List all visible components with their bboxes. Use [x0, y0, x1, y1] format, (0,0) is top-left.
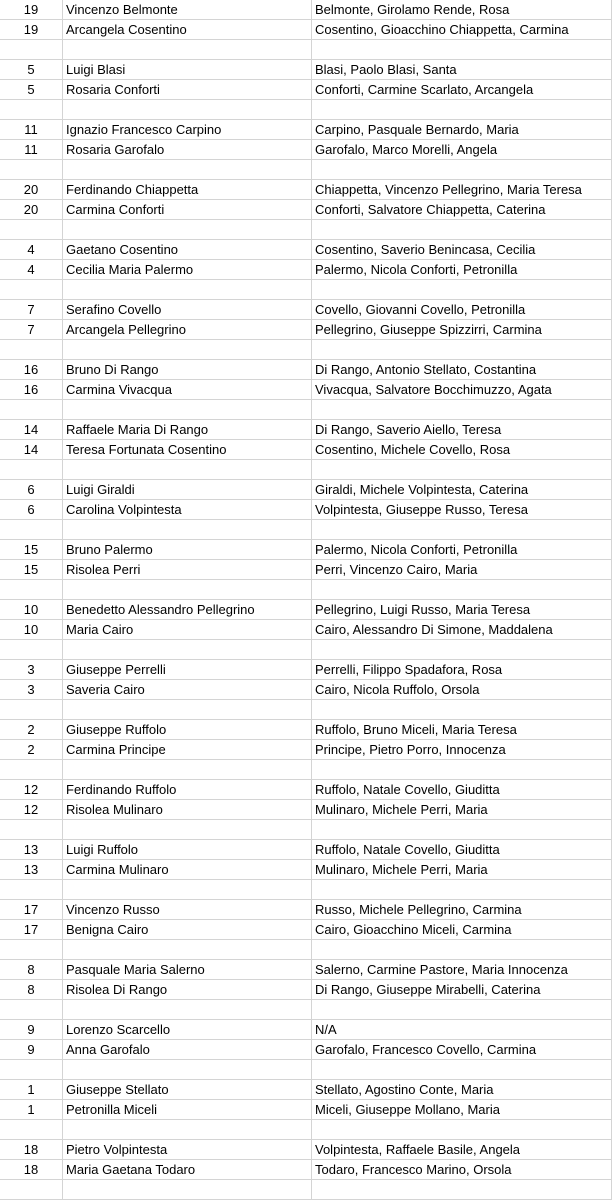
cell-number[interactable]: 16	[0, 360, 63, 379]
spacer-row[interactable]	[0, 520, 612, 540]
cell-parents[interactable]	[312, 220, 612, 239]
cell-parents[interactable]: Di Rango, Giuseppe Mirabelli, Caterina	[312, 980, 612, 999]
cell-name[interactable]: Maria Gaetana Todaro	[63, 1160, 312, 1179]
cell-parents[interactable]: Todaro, Francesco Marino, Orsola	[312, 1160, 612, 1179]
cell-number[interactable]: 18	[0, 1140, 63, 1159]
table-row[interactable]	[0, 0, 612, 20]
table-row[interactable]	[0, 600, 612, 620]
table-row[interactable]	[0, 380, 612, 400]
cell-name[interactable]: Giuseppe Ruffolo	[63, 720, 312, 739]
cell-name[interactable]: Carmina Principe	[63, 740, 312, 759]
cell-number[interactable]: 7	[0, 320, 63, 339]
table-row[interactable]	[0, 960, 612, 980]
cell-parents[interactable]: Cairo, Alessandro Di Simone, Maddalena	[312, 620, 612, 639]
cell-name[interactable]: Saveria Cairo	[63, 680, 312, 699]
cell-name[interactable]: Maria Cairo	[63, 620, 312, 639]
cell-number[interactable]	[0, 1060, 63, 1079]
table-row[interactable]	[0, 980, 612, 1000]
cell-number[interactable]: 19	[0, 0, 63, 19]
cell-name[interactable]: Ferdinando Chiappetta	[63, 180, 312, 199]
table-row[interactable]	[0, 720, 612, 740]
cell-name[interactable]	[63, 160, 312, 179]
cell-name[interactable]: Serafino Covello	[63, 300, 312, 319]
cell-number[interactable]: 14	[0, 420, 63, 439]
table-row[interactable]	[0, 500, 612, 520]
cell-parents[interactable]: Volpintesta, Raffaele Basile, Angela	[312, 1140, 612, 1159]
cell-name[interactable]	[63, 40, 312, 59]
cell-name[interactable]	[63, 1000, 312, 1019]
spacer-row[interactable]	[0, 940, 612, 960]
cell-parents[interactable]: Di Rango, Antonio Stellato, Costantina	[312, 360, 612, 379]
cell-number[interactable]	[0, 820, 63, 839]
cell-name[interactable]: Giuseppe Stellato	[63, 1080, 312, 1099]
cell-number[interactable]: 5	[0, 80, 63, 99]
spacer-row[interactable]	[0, 580, 612, 600]
cell-number[interactable]: 19	[0, 20, 63, 39]
cell-parents[interactable]: Covello, Giovanni Covello, Petronilla	[312, 300, 612, 319]
cell-name[interactable]	[63, 1180, 312, 1199]
cell-parents[interactable]	[312, 640, 612, 659]
cell-number[interactable]: 16	[0, 380, 63, 399]
cell-name[interactable]: Risolea Di Rango	[63, 980, 312, 999]
cell-name[interactable]	[63, 940, 312, 959]
spacer-row[interactable]	[0, 640, 612, 660]
cell-parents[interactable]	[312, 100, 612, 119]
cell-parents[interactable]	[312, 880, 612, 899]
table-row[interactable]	[0, 420, 612, 440]
cell-number[interactable]	[0, 760, 63, 779]
cell-number[interactable]: 13	[0, 860, 63, 879]
table-row[interactable]	[0, 1100, 612, 1120]
cell-name[interactable]: Rosaria Conforti	[63, 80, 312, 99]
cell-parents[interactable]: Palermo, Nicola Conforti, Petronilla	[312, 260, 612, 279]
cell-parents[interactable]: Chiappetta, Vincenzo Pellegrino, Maria Teresa	[312, 180, 612, 199]
cell-parents[interactable]: Mulinaro, Michele Perri, Maria	[312, 860, 612, 879]
cell-number[interactable]: 6	[0, 480, 63, 499]
cell-name[interactable]: Giuseppe Perrelli	[63, 660, 312, 679]
cell-number[interactable]	[0, 520, 63, 539]
cell-number[interactable]	[0, 280, 63, 299]
cell-parents[interactable]	[312, 280, 612, 299]
spacer-row[interactable]	[0, 820, 612, 840]
cell-number[interactable]	[0, 1000, 63, 1019]
table-row[interactable]	[0, 120, 612, 140]
cell-name[interactable]: Luigi Giraldi	[63, 480, 312, 499]
cell-parents[interactable]: Garofalo, Marco Morelli, Angela	[312, 140, 612, 159]
spacer-row[interactable]	[0, 400, 612, 420]
cell-parents[interactable]	[312, 520, 612, 539]
cell-name[interactable]: Carmina Vivacqua	[63, 380, 312, 399]
table-row[interactable]	[0, 200, 612, 220]
cell-number[interactable]: 3	[0, 680, 63, 699]
table-row[interactable]	[0, 560, 612, 580]
spacer-row[interactable]	[0, 1000, 612, 1020]
cell-name[interactable]: Risolea Perri	[63, 560, 312, 579]
cell-name[interactable]	[63, 100, 312, 119]
cell-number[interactable]: 1	[0, 1100, 63, 1119]
table-row[interactable]	[0, 540, 612, 560]
cell-number[interactable]: 1	[0, 1080, 63, 1099]
cell-number[interactable]	[0, 340, 63, 359]
cell-name[interactable]: Carolina Volpintesta	[63, 500, 312, 519]
spacer-row[interactable]	[0, 40, 612, 60]
cell-number[interactable]: 11	[0, 120, 63, 139]
cell-parents[interactable]: Mulinaro, Michele Perri, Maria	[312, 800, 612, 819]
cell-parents[interactable]	[312, 580, 612, 599]
cell-name[interactable]	[63, 400, 312, 419]
cell-number[interactable]: 20	[0, 180, 63, 199]
cell-number[interactable]: 3	[0, 660, 63, 679]
table-row[interactable]	[0, 300, 612, 320]
cell-name[interactable]: Ferdinando Ruffolo	[63, 780, 312, 799]
cell-name[interactable]: Risolea Mulinaro	[63, 800, 312, 819]
spacer-row[interactable]	[0, 340, 612, 360]
cell-name[interactable]: Rosaria Garofalo	[63, 140, 312, 159]
cell-name[interactable]	[63, 340, 312, 359]
spacer-row[interactable]	[0, 460, 612, 480]
cell-name[interactable]: Raffaele Maria Di Rango	[63, 420, 312, 439]
cell-name[interactable]	[63, 1060, 312, 1079]
cell-parents[interactable]: Perri, Vincenzo Cairo, Maria	[312, 560, 612, 579]
cell-number[interactable]	[0, 640, 63, 659]
spacer-row[interactable]	[0, 700, 612, 720]
cell-name[interactable]: Ignazio Francesco Carpino	[63, 120, 312, 139]
table-row[interactable]	[0, 80, 612, 100]
cell-parents[interactable]: Stellato, Agostino Conte, Maria	[312, 1080, 612, 1099]
cell-number[interactable]: 11	[0, 140, 63, 159]
cell-number[interactable]	[0, 1120, 63, 1139]
cell-name[interactable]: Carmina Conforti	[63, 200, 312, 219]
cell-parents[interactable]: Cairo, Nicola Ruffolo, Orsola	[312, 680, 612, 699]
table-row[interactable]	[0, 20, 612, 40]
table-row[interactable]	[0, 680, 612, 700]
cell-number[interactable]: 17	[0, 920, 63, 939]
cell-name[interactable]: Carmina Mulinaro	[63, 860, 312, 879]
cell-parents[interactable]	[312, 1000, 612, 1019]
cell-parents[interactable]	[312, 700, 612, 719]
cell-number[interactable]: 13	[0, 840, 63, 859]
spacer-row[interactable]	[0, 1060, 612, 1080]
cell-number[interactable]	[0, 160, 63, 179]
cell-number[interactable]	[0, 1180, 63, 1199]
cell-number[interactable]	[0, 40, 63, 59]
cell-number[interactable]	[0, 220, 63, 239]
cell-name[interactable]	[63, 460, 312, 479]
table-row[interactable]	[0, 320, 612, 340]
cell-number[interactable]	[0, 400, 63, 419]
table-row[interactable]	[0, 840, 612, 860]
table-row[interactable]	[0, 660, 612, 680]
table-row[interactable]	[0, 140, 612, 160]
cell-parents[interactable]	[312, 1060, 612, 1079]
table-row[interactable]	[0, 180, 612, 200]
cell-number[interactable]: 20	[0, 200, 63, 219]
cell-name[interactable]	[63, 700, 312, 719]
cell-parents[interactable]: Salerno, Carmine Pastore, Maria Innocenza	[312, 960, 612, 979]
cell-name[interactable]: Benigna Cairo	[63, 920, 312, 939]
cell-name[interactable]: Vincenzo Belmonte	[63, 0, 312, 19]
cell-parents[interactable]: Garofalo, Francesco Covello, Carmina	[312, 1040, 612, 1059]
cell-number[interactable]	[0, 460, 63, 479]
cell-parents[interactable]: Ruffolo, Bruno Miceli, Maria Teresa	[312, 720, 612, 739]
cell-parents[interactable]: N/A	[312, 1020, 612, 1039]
cell-parents[interactable]: Miceli, Giuseppe Mollano, Maria	[312, 1100, 612, 1119]
cell-parents[interactable]: Cosentino, Saverio Benincasa, Cecilia	[312, 240, 612, 259]
cell-parents[interactable]: Belmonte, Girolamo Rende, Rosa	[312, 0, 612, 19]
cell-name[interactable]: Lorenzo Scarcello	[63, 1020, 312, 1039]
cell-number[interactable]: 10	[0, 600, 63, 619]
cell-number[interactable]: 15	[0, 560, 63, 579]
cell-parents[interactable]: Conforti, Salvatore Chiappetta, Caterina	[312, 200, 612, 219]
cell-parents[interactable]: Giraldi, Michele Volpintesta, Caterina	[312, 480, 612, 499]
cell-name[interactable]: Arcangela Pellegrino	[63, 320, 312, 339]
spacer-row[interactable]	[0, 1180, 612, 1200]
table-row[interactable]	[0, 1020, 612, 1040]
cell-number[interactable]: 12	[0, 800, 63, 819]
cell-parents[interactable]: Volpintesta, Giuseppe Russo, Teresa	[312, 500, 612, 519]
table-row[interactable]	[0, 1080, 612, 1100]
table-row[interactable]	[0, 1160, 612, 1180]
cell-name[interactable]: Anna Garofalo	[63, 1040, 312, 1059]
cell-name[interactable]: Bruno Di Rango	[63, 360, 312, 379]
spacer-row[interactable]	[0, 160, 612, 180]
cell-parents[interactable]: Pellegrino, Luigi Russo, Maria Teresa	[312, 600, 612, 619]
cell-number[interactable]	[0, 100, 63, 119]
cell-parents[interactable]	[312, 400, 612, 419]
cell-parents[interactable]	[312, 40, 612, 59]
cell-name[interactable]: Teresa Fortunata Cosentino	[63, 440, 312, 459]
cell-parents[interactable]: Vivacqua, Salvatore Bocchimuzzo, Agata	[312, 380, 612, 399]
cell-parents[interactable]: Russo, Michele Pellegrino, Carmina	[312, 900, 612, 919]
cell-number[interactable]: 5	[0, 60, 63, 79]
cell-parents[interactable]: Perrelli, Filippo Spadafora, Rosa	[312, 660, 612, 679]
spacer-row[interactable]	[0, 280, 612, 300]
cell-number[interactable]: 8	[0, 980, 63, 999]
cell-parents[interactable]: Di Rango, Saverio Aiello, Teresa	[312, 420, 612, 439]
cell-number[interactable]: 4	[0, 260, 63, 279]
cell-parents[interactable]: Blasi, Paolo Blasi, Santa	[312, 60, 612, 79]
cell-number[interactable]: 4	[0, 240, 63, 259]
cell-name[interactable]	[63, 580, 312, 599]
cell-parents[interactable]	[312, 340, 612, 359]
table-row[interactable]	[0, 1140, 612, 1160]
cell-number[interactable]	[0, 880, 63, 899]
cell-number[interactable]: 2	[0, 740, 63, 759]
cell-parents[interactable]	[312, 940, 612, 959]
cell-number[interactable]: 2	[0, 720, 63, 739]
cell-name[interactable]: Cecilia Maria Palermo	[63, 260, 312, 279]
cell-name[interactable]	[63, 520, 312, 539]
spacer-row[interactable]	[0, 880, 612, 900]
cell-name[interactable]	[63, 640, 312, 659]
table-row[interactable]	[0, 900, 612, 920]
cell-parents[interactable]	[312, 760, 612, 779]
cell-name[interactable]	[63, 880, 312, 899]
cell-parents[interactable]	[312, 820, 612, 839]
cell-parents[interactable]: Cosentino, Gioacchino Chiappetta, Carmina	[312, 20, 612, 39]
cell-name[interactable]: Luigi Ruffolo	[63, 840, 312, 859]
cell-number[interactable]: 17	[0, 900, 63, 919]
cell-parents[interactable]	[312, 160, 612, 179]
cell-number[interactable]: 7	[0, 300, 63, 319]
spacer-row[interactable]	[0, 1120, 612, 1140]
cell-name[interactable]	[63, 220, 312, 239]
cell-number[interactable]	[0, 580, 63, 599]
table-row[interactable]	[0, 780, 612, 800]
table-row[interactable]	[0, 480, 612, 500]
table-row[interactable]	[0, 440, 612, 460]
cell-number[interactable]: 8	[0, 960, 63, 979]
cell-parents[interactable]: Palermo, Nicola Conforti, Petronilla	[312, 540, 612, 559]
cell-parents[interactable]: Cosentino, Michele Covello, Rosa	[312, 440, 612, 459]
cell-parents[interactable]: Pellegrino, Giuseppe Spizzirri, Carmina	[312, 320, 612, 339]
cell-name[interactable]: Gaetano Cosentino	[63, 240, 312, 259]
table-row[interactable]	[0, 620, 612, 640]
spacer-row[interactable]	[0, 760, 612, 780]
cell-name[interactable]: Pietro Volpintesta	[63, 1140, 312, 1159]
table-row[interactable]	[0, 800, 612, 820]
table-row[interactable]	[0, 260, 612, 280]
table-row[interactable]	[0, 240, 612, 260]
cell-number[interactable]: 12	[0, 780, 63, 799]
cell-number[interactable]: 6	[0, 500, 63, 519]
cell-name[interactable]: Petronilla Miceli	[63, 1100, 312, 1119]
cell-name[interactable]	[63, 1120, 312, 1139]
table-row[interactable]	[0, 60, 612, 80]
cell-parents[interactable]	[312, 1120, 612, 1139]
cell-name[interactable]: Bruno Palermo	[63, 540, 312, 559]
cell-parents[interactable]: Ruffolo, Natale Covello, Giuditta	[312, 840, 612, 859]
spacer-row[interactable]	[0, 100, 612, 120]
cell-name[interactable]	[63, 280, 312, 299]
cell-number[interactable]: 14	[0, 440, 63, 459]
cell-parents[interactable]: Cairo, Gioacchino Miceli, Carmina	[312, 920, 612, 939]
table-row[interactable]	[0, 860, 612, 880]
table-row[interactable]	[0, 360, 612, 380]
cell-name[interactable]: Arcangela Cosentino	[63, 20, 312, 39]
cell-parents[interactable]	[312, 1180, 612, 1199]
cell-name[interactable]: Benedetto Alessandro Pellegrino	[63, 600, 312, 619]
cell-parents[interactable]	[312, 460, 612, 479]
cell-number[interactable]: 10	[0, 620, 63, 639]
cell-parents[interactable]: Conforti, Carmine Scarlato, Arcangela	[312, 80, 612, 99]
table-row[interactable]	[0, 1040, 612, 1060]
cell-name[interactable]: Pasquale Maria Salerno	[63, 960, 312, 979]
cell-number[interactable]: 9	[0, 1020, 63, 1039]
cell-name[interactable]: Vincenzo Russo	[63, 900, 312, 919]
cell-parents[interactable]: Principe, Pietro Porro, Innocenza	[312, 740, 612, 759]
cell-parents[interactable]: Carpino, Pasquale Bernardo, Maria	[312, 120, 612, 139]
table-row[interactable]	[0, 740, 612, 760]
cell-number[interactable]: 15	[0, 540, 63, 559]
spacer-row[interactable]	[0, 220, 612, 240]
cell-parents[interactable]: Ruffolo, Natale Covello, Giuditta	[312, 780, 612, 799]
cell-number[interactable]	[0, 940, 63, 959]
cell-number[interactable]: 18	[0, 1160, 63, 1179]
cell-name[interactable]	[63, 820, 312, 839]
cell-name[interactable]	[63, 760, 312, 779]
cell-number[interactable]	[0, 700, 63, 719]
cell-number[interactable]: 9	[0, 1040, 63, 1059]
cell-name[interactable]: Luigi Blasi	[63, 60, 312, 79]
table-row[interactable]	[0, 920, 612, 940]
